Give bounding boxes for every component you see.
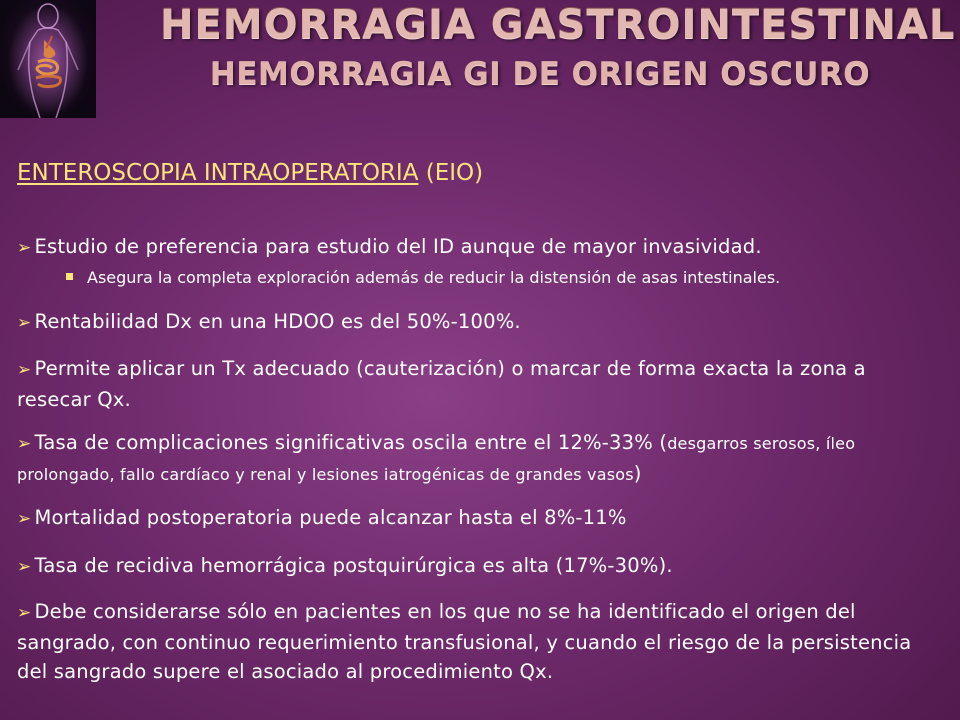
section-heading-abbrev: (EIO) (418, 160, 484, 186)
bullet-item (17, 503, 942, 534)
arrow-bullet-icon: ➢ (17, 603, 32, 623)
bullet-item (17, 551, 942, 582)
sub-bullet-text: Asegura la completa exploración además de reducir la distensión de asas intestinales. (87, 268, 781, 287)
bullet-text-end: ) (633, 462, 642, 485)
bullet-item (17, 354, 942, 414)
bullet-text: Tasa de complicaciones significativas oscila entre el 12%-33% ( (34, 431, 668, 454)
bullet-item (17, 232, 942, 263)
square-bullet-icon (66, 273, 73, 280)
arrow-bullet-icon: ➢ (17, 313, 32, 333)
bullet-text: Mortalidad postoperatoria puede alcanzar hasta el 8%-11% (34, 506, 627, 529)
section-heading (17, 160, 483, 186)
bullet-text: Rentabilidad Dx en una HDOO es del 50%-100%. (34, 310, 521, 333)
bullet-text: Debe considerarse sólo en pacientes en los que no se ha identificado el origen del sangrado, con continuo requerimiento transfusional, y cuando el riesgo de la persistencia del sangrado supere el asociado al procedimiento Qx. (17, 600, 912, 683)
slide-title: HEMORRAGIA GASTROINTESTINAL (160, 2, 956, 48)
bullet-text-small: desgarros serosos, íleo prolongado, fallo cardíaco y renal y lesiones iatrogénicas de grandes vasos (17, 434, 856, 484)
arrow-bullet-icon: ➢ (17, 557, 32, 577)
bullet-text: Tasa de recidiva hemorrágica postquirúrgica es alta (17%-30%). (34, 554, 673, 577)
bullet-item (17, 428, 942, 489)
arrow-bullet-icon: ➢ (17, 360, 32, 380)
bullet-item (17, 597, 942, 686)
sub-bullet-item (66, 266, 946, 290)
bullet-item (17, 307, 942, 338)
arrow-bullet-icon: ➢ (17, 238, 32, 258)
arrow-bullet-icon: ➢ (17, 434, 32, 454)
slide-subtitle: HEMORRAGIA GI DE ORIGEN OSCURO (209, 56, 871, 92)
bullet-text: Estudio de preferencia para estudio del ID aunque de mayor invasividad. (34, 235, 762, 258)
arrow-bullet-icon: ➢ (17, 509, 32, 529)
section-heading-underlined: ENTEROSCOPIA INTRAOPERATORIA (17, 160, 419, 186)
anatomy-digestive-system-icon (0, 0, 96, 118)
bullet-text: Permite aplicar un Tx adecuado (cauterización) o marcar de forma exacta la zona a resecar Qx. (17, 357, 866, 411)
